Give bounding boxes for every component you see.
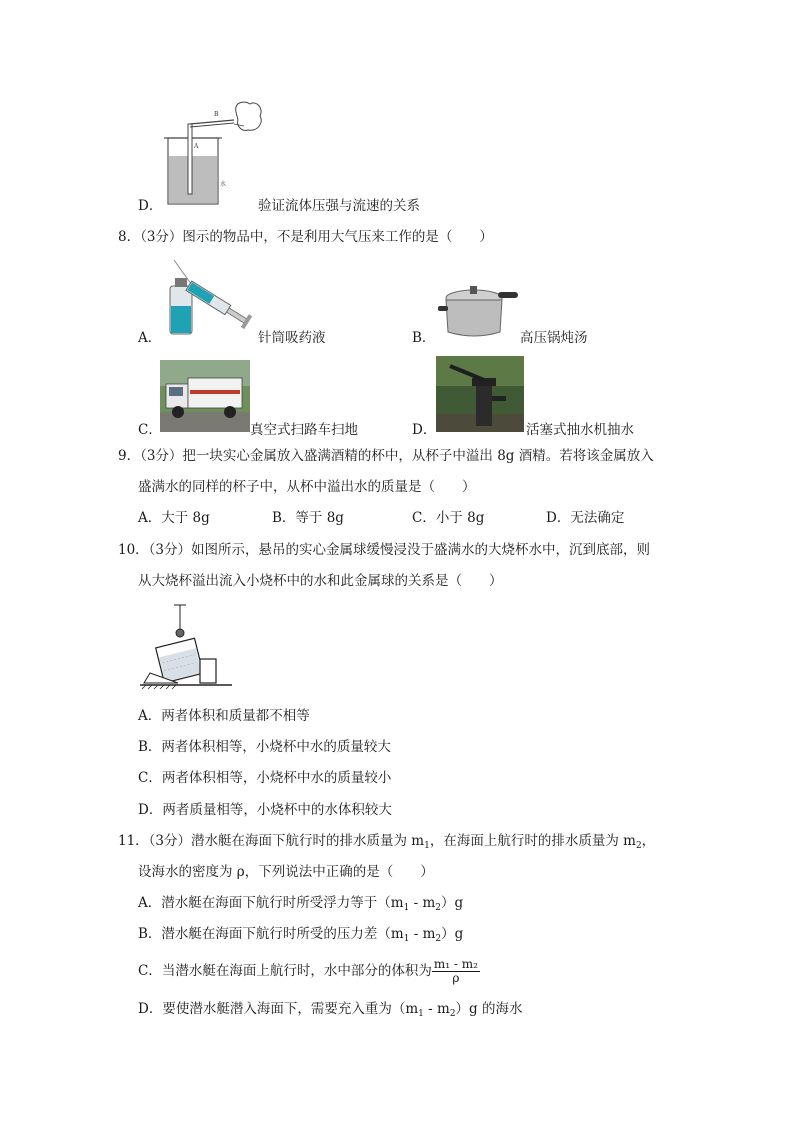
svg-text:水: 水 xyxy=(220,181,227,188)
q10-option-a: A．两者体积和质量都不相等 xyxy=(138,708,310,724)
q7-option-d-letter: D． xyxy=(138,198,163,214)
q9-option-a: A．大于 8g xyxy=(138,510,210,526)
q8-option-d-caption: 活塞式抽水机抽水 xyxy=(526,422,634,438)
q7-option-d-caption: 验证流体压强与流速的关系 xyxy=(258,198,420,214)
svg-text:A: A xyxy=(194,143,199,150)
q10-stem-line1: 10．（3分）如图所示，悬吊的实心金属球缓慢浸没于盛满水的大烧杯水中，沉到底部，则 xyxy=(118,542,651,558)
q9-stem-line1: 9．（3分）把一块实心金属放入盛满酒精的杯中，从杯子中溢出 8g 酒精。若将该金属放入 xyxy=(118,448,654,464)
q11-option-b: B．潜水艇在海面下航行时所受的压力差$(m_1 - m_2)g$ xyxy=(138,926,464,944)
volume-fraction: $\frac{\text{m₁ - m₂}}{\rho}$ xyxy=(433,957,478,985)
q8-option-a-caption: 针筒吸药液 xyxy=(258,330,326,346)
q8-option-a-letter: A． xyxy=(138,330,162,346)
q8-option-c-caption: 真空式扫路车扫地 xyxy=(250,422,358,438)
beaker-airflow-figure xyxy=(160,98,270,210)
street-sweeper-image xyxy=(160,360,250,432)
q10-option-d: D．两者质量相等，小烧杯中的水体积较大 xyxy=(138,802,392,818)
q10-stem-line2: 从大烧杯溢出流入小烧杯中的水和此金属球的关系是（ ） xyxy=(138,573,503,589)
q9-option-d: D．无法确定 xyxy=(546,510,625,526)
q8-option-b-letter: B． xyxy=(412,330,436,346)
q8-option-b-caption: 高压锅炖汤 xyxy=(520,330,588,346)
hand-water-pump-image xyxy=(436,356,524,432)
q8-option-c-letter: C． xyxy=(138,422,162,438)
pressure-cooker-image xyxy=(438,284,520,340)
overflow-beaker-figure xyxy=(138,603,234,691)
q8-stem: 8．（3分）图示的物品中，不是利用大气压来工作的是（ ） xyxy=(118,229,493,245)
q11-stem-line1: 11．（3分）潜水艇在海面下航行时的排水质量为 $m_1$，在海面上航行时的排水质量为 $m_2$， xyxy=(118,833,656,851)
q9-stem-line2: 盛满水的同样的杯子中，从杯中溢出水的质量是（ ） xyxy=(138,479,476,495)
q11-option-a: A．潜水艇在海面下航行时所受浮力等于$(m_1 - m_2)g$ xyxy=(138,895,464,913)
q11-option-d: D．要使潜水艇潜入海面下，需要充入重为$(m_1 - m_2)g$ 的海水 xyxy=(138,1001,523,1019)
q9-option-b: B．等于 8g xyxy=(272,510,344,526)
q11-option-c: C．当潜水艇在海面上航行时，水中部分的体积为 $\frac{\text{m₁ - m₂}}{\rho}$ xyxy=(138,957,478,985)
q10-option-b: B．两者体积相等，小烧杯中水的质量较大 xyxy=(138,739,391,755)
syringe-vial-image xyxy=(164,258,256,338)
q11-stem-line2: 设海水的密度为 ρ，下列说法中正确的是（ ） xyxy=(138,864,434,880)
q9-option-c: C．小于 8g xyxy=(412,510,485,526)
q8-option-d-letter: D． xyxy=(412,422,437,438)
svg-text:B: B xyxy=(214,111,219,118)
q10-option-c: C．两者体积相等，小烧杯中水的质量较小 xyxy=(138,770,392,786)
